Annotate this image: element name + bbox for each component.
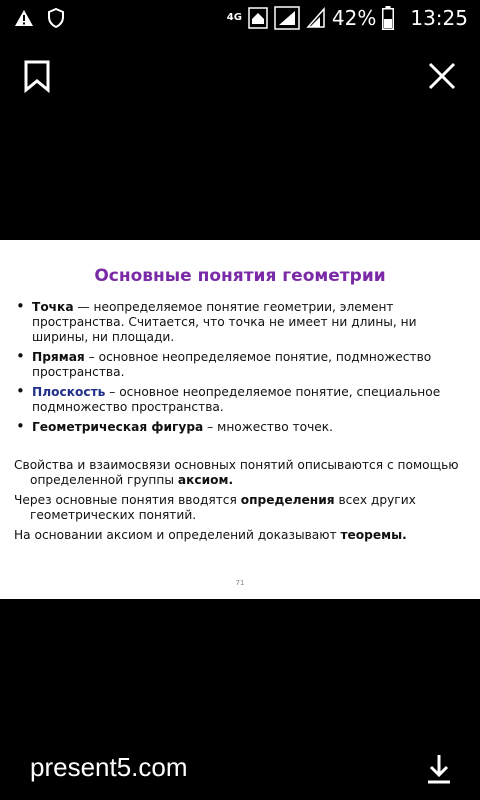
battery-icon [382, 6, 394, 30]
download-icon[interactable] [424, 752, 454, 786]
status-left [14, 8, 64, 28]
paragraph-bold: определения [240, 493, 335, 507]
top-toolbar [0, 56, 480, 96]
slide-title: Основные понятия геометрии [94, 266, 386, 286]
term: Геометрическая фигура [32, 420, 204, 434]
list-item [14, 350, 466, 380]
definition: — неопределяемое понятие геометрии, элемент пространства. Считается, что точка не имеет ни длины, ни ширины, ни площади. [32, 300, 417, 344]
page-number: 71 [235, 579, 245, 587]
paragraph-bold: аксиом. [177, 473, 234, 487]
list-item [14, 385, 466, 415]
home-icon [248, 7, 268, 29]
definition: – множество точек. [203, 420, 334, 434]
shield-icon [48, 8, 64, 28]
battery-percentage: 42% [331, 6, 377, 30]
site-label: present5.com [30, 752, 188, 782]
bookmark-icon[interactable] [22, 59, 52, 93]
clock: 13:25 [410, 6, 468, 30]
definition: – основное неопределяемое понятие, подмножество пространства. [32, 350, 432, 379]
paragraph-text: всех других геометрических понятий. [30, 493, 416, 522]
term: Прямая [32, 350, 85, 364]
signal-icon [274, 6, 300, 30]
paragraph [14, 493, 466, 523]
warning-icon [14, 9, 34, 27]
paragraph-text: Через основные понятия вводятся [14, 493, 241, 507]
slide-image[interactable] [0, 240, 480, 599]
paragraph-text: Свойства и взаимосвязи основных понятий описываются с помощью определенной группы [14, 458, 459, 487]
status-bar [0, 0, 480, 40]
term: Точка [32, 300, 74, 314]
list-item [14, 300, 466, 345]
signal-icon [306, 7, 326, 29]
term: Плоскость [32, 385, 106, 399]
network-type-label: 4G [226, 12, 242, 23]
definition: – основное неопределяемое понятие, специальное подмножество пространства. [32, 385, 441, 414]
paragraph [14, 528, 466, 543]
paragraph-text: На основании аксиом и определений доказывают [14, 528, 341, 542]
list-item [14, 420, 466, 435]
status-right [227, 6, 468, 30]
paragraph [14, 458, 466, 488]
definitions-list [14, 300, 466, 440]
slide-paragraphs [14, 458, 466, 548]
paragraph-bold: теоремы. [340, 528, 407, 542]
close-icon[interactable] [426, 60, 458, 92]
